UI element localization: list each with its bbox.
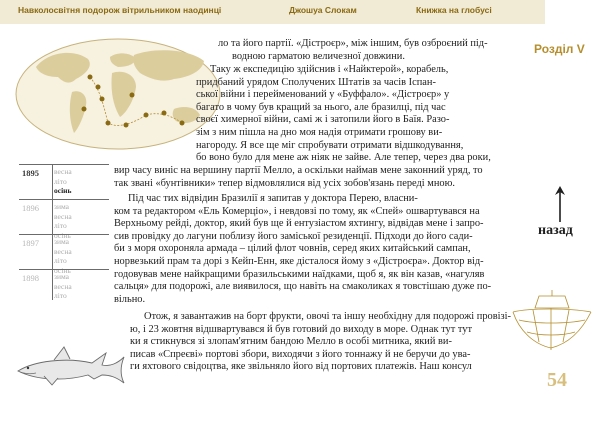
header-book-title: Навколосвітня подорож вітрильником наодинці xyxy=(18,5,222,15)
text-line: Таку ж експедицію здійснив і «Найктерой», корабель, xyxy=(210,64,449,75)
text-line: зім з ним пішла на дно моя надія отримати грошову ви- xyxy=(196,126,443,138)
timeline-year-label: 1896 xyxy=(22,203,39,213)
voyage-timeline xyxy=(19,164,109,304)
text-line: ської війни і перейменований у «Буффало». «Дістроєр» у xyxy=(196,89,450,101)
paragraph-4 xyxy=(130,311,520,374)
text-line: ги яхтового свідоцтва, яке звільняло його від портових платежів. Наш консул xyxy=(130,361,472,373)
timeline-season: осінь xyxy=(54,265,71,275)
text-line: сальця» для подорожі, але виявилося, що навіть на смаколиках я товстішаю дуже по- xyxy=(114,281,492,293)
chapter-label: Розділ V xyxy=(534,42,585,56)
timeline-season: літо xyxy=(54,176,67,186)
timeline-season: весна xyxy=(54,246,72,256)
header-series: Книжка на глобусі xyxy=(416,5,492,15)
timeline-season: весна xyxy=(54,211,72,221)
text-line: Отож, я завантажив на борт фрукти, овочі та іншу необхідну для подорожі провізі- xyxy=(144,311,511,322)
paragraph-3 xyxy=(114,193,520,306)
paragraph-2 xyxy=(196,64,520,165)
paragraph-2-continued xyxy=(114,165,520,190)
timeline-year-label: 1897 xyxy=(22,238,39,248)
text-line: своєї химерної війни, самі ж і затопили його в Баїя. Разо- xyxy=(196,114,450,126)
text-line: бо воно було для мене аж ніяк не зайве. Але тепер, через два роки, xyxy=(196,152,491,164)
text-line: ки я стикнувся зі злопам'ятним бандою Мелло в особі митника, який ви- xyxy=(130,336,452,348)
timeline-year-1896[interactable] xyxy=(19,199,109,240)
world-route-map xyxy=(14,37,222,151)
timeline-season: весна xyxy=(54,281,72,291)
text-line: писав «Спреєві» портові збори, виходячи з його тоннажу й не беручи до ува- xyxy=(130,348,471,360)
text-line: придбаний урядом Сполучених Штатів за часів Іспан- xyxy=(196,76,436,88)
text-line: сив провідку до лагуни поблизу його заміської резиденції. Підходи до його сади- xyxy=(114,230,473,242)
shark-illustration xyxy=(14,343,126,389)
timeline-season: літо xyxy=(54,256,67,265)
text-line: ком та редактором «Ель Комерціо», і невдовзі по тому, як «Спей» ошвартувався на xyxy=(114,205,480,217)
text-line: Під час тих відвідин Бразилії я запитав у доктора Перею, власни- xyxy=(128,193,418,204)
ship-hull-drawing xyxy=(509,290,595,356)
text-line: годовував мене найкращими бразильськими наїдками, щоб я, як він казав, «нагуляв xyxy=(114,268,485,280)
text-line: би з моря охороняла армада – цілий флот човнів, серед яких китайський сампан, xyxy=(114,243,471,255)
text-line: ло та його партії. «Дістроєр», між іншим, був озброєний під- xyxy=(218,38,488,49)
back-link[interactable]: назад xyxy=(538,223,573,238)
timeline-year-label: 1895 xyxy=(22,168,39,178)
text-line: так звані «бунтівники» тепер відмовлялися від усіх зобов'язань переді мною. xyxy=(114,177,455,189)
text-line: багато в чому був кращий за нього, але бразилці, під час xyxy=(196,101,446,113)
timeline-year-label: 1898 xyxy=(22,273,39,283)
page-header xyxy=(0,0,600,24)
header-author: Джошуа Слокам xyxy=(289,5,357,15)
timeline-year-1897[interactable] xyxy=(19,234,109,275)
timeline-season: зима xyxy=(54,237,69,246)
timeline-season: весна xyxy=(54,167,72,176)
text-line: вільно. xyxy=(114,293,146,305)
up-arrow-icon[interactable] xyxy=(554,186,566,222)
timeline-season: зима xyxy=(54,202,69,211)
timeline-season-current: осінь xyxy=(54,186,72,195)
timeline-year-1895[interactable] xyxy=(19,164,109,199)
timeline-season: зима xyxy=(54,272,69,281)
text-line: норвезький прам та дорі з Кейп-Енн, яке дісталося йому з «Дістроєра». Доктор від- xyxy=(114,255,484,267)
text-line: вир часу виніс на вершину партії Мелло, а оскільки наймав мене законний уряд, то xyxy=(114,165,483,176)
text-line: ю, і 23 жовтня відшвартувався й був готовий до виходу в море. Однак тут тут xyxy=(130,323,472,335)
timeline-season: літо xyxy=(54,221,67,230)
text-line: водною гарматою величезної довжини. xyxy=(232,50,405,62)
text-line: нагороду. Я все ще міг спробувати отримати відшкодування, xyxy=(196,139,464,151)
text-line: Верхньому рейді, доктор, який був ще й ентузіастом яхтингу, відвідав мене і запро- xyxy=(114,218,484,230)
timeline-season: осінь xyxy=(54,230,71,240)
timeline-year-1898[interactable] xyxy=(19,269,109,304)
timeline-season: літо xyxy=(54,291,67,300)
page-number: 54 xyxy=(547,369,567,391)
body-text-top xyxy=(218,38,520,63)
